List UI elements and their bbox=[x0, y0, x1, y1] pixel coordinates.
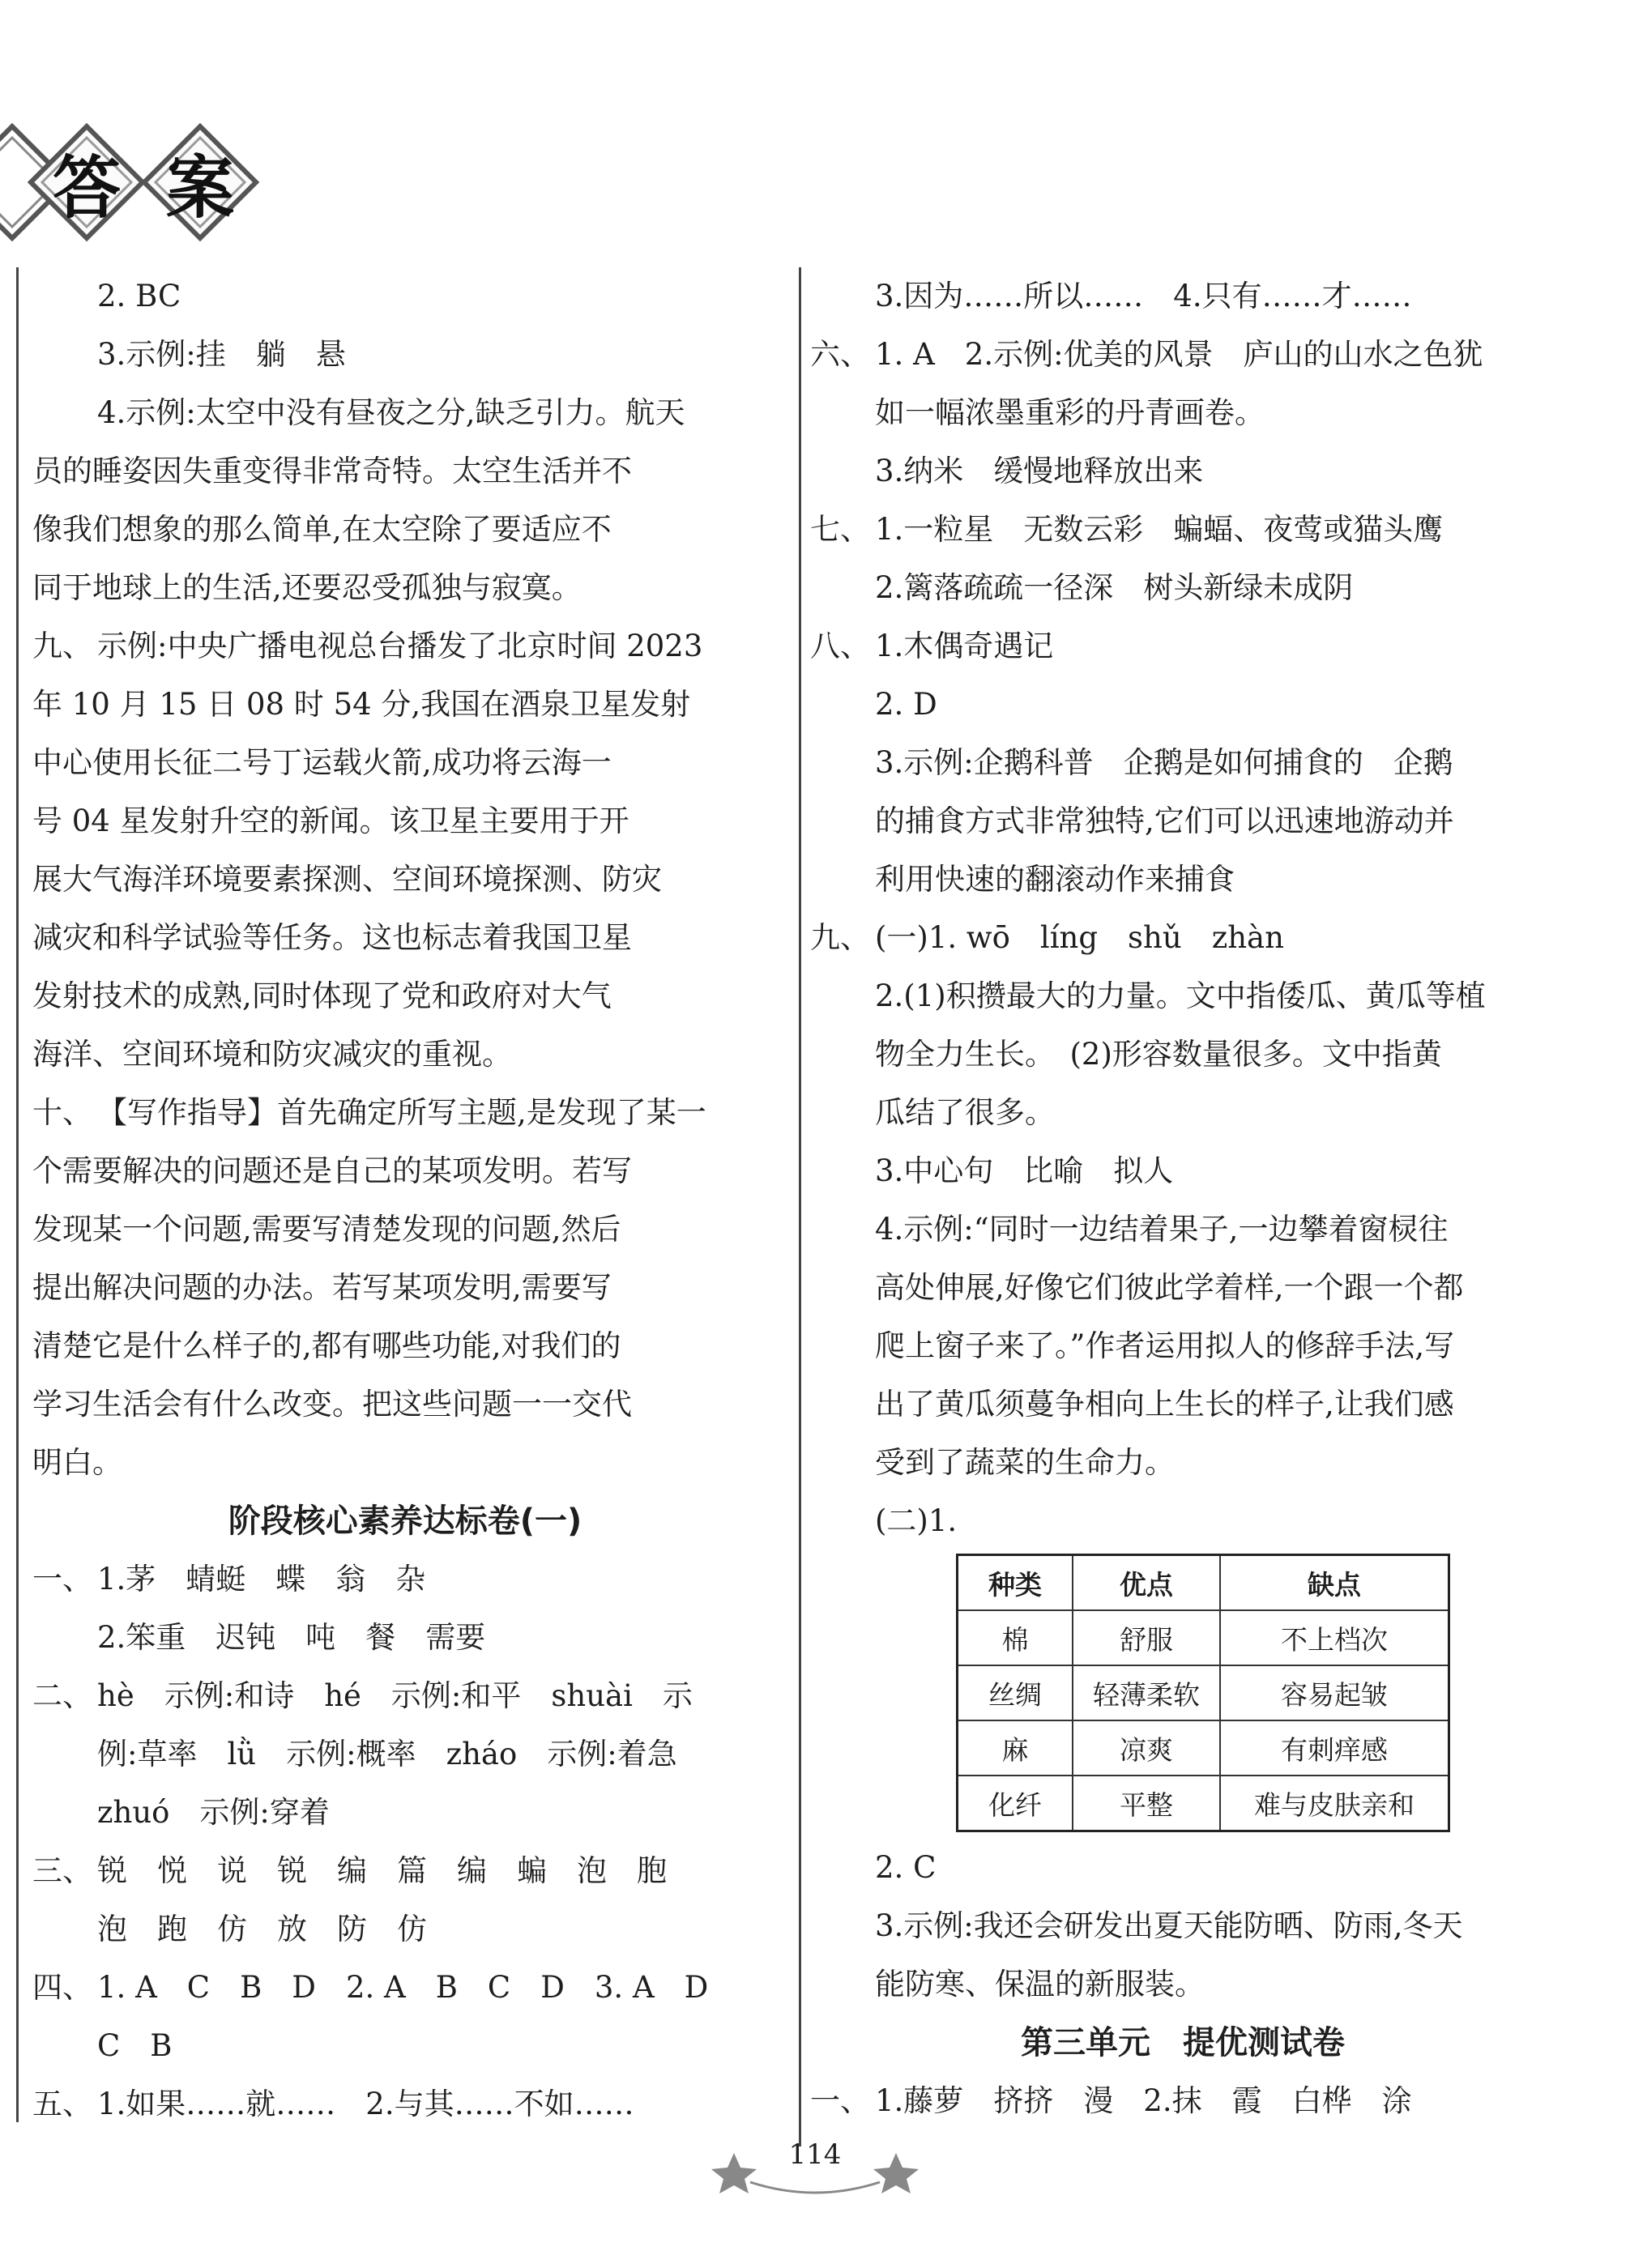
header-badge-1 bbox=[26, 122, 147, 243]
table-row bbox=[958, 1776, 1449, 1831]
table-cell: 丝绸 bbox=[958, 1665, 1073, 1720]
answer-line: 2.篱落疏疏一径深 树头新绿未成阴 bbox=[875, 570, 1354, 605]
answer-line: 像我们想象的那么简单,在太空除了要适应不 bbox=[32, 512, 612, 547]
answer-item bbox=[32, 2075, 778, 2134]
answer-text: 1.藤萝 挤挤 漫 2.抹 霞 白桦 涂 bbox=[875, 2083, 1412, 2118]
question-number: 三、 bbox=[32, 1853, 92, 1888]
answer-line: 个需要解决的问题还是自己的某项发明。若写 bbox=[32, 1153, 632, 1188]
answer-line: 学习生活会有什么改变。把这些问题一一交代 bbox=[32, 1387, 632, 1422]
answer-line: 3.纳米 缓慢地释放出来 bbox=[875, 454, 1204, 488]
answer-text: hè 示例:和诗 hé 示例:和平 shuài 示 bbox=[97, 1678, 693, 1713]
table-header-cell: 缺点 bbox=[1220, 1555, 1449, 1611]
answer-line: 2.(1)积攒最大的力量。文中指倭瓜、黄瓜等植 bbox=[875, 978, 1486, 1013]
answer-line: 2.笨重 迟钝 吨 餐 需要 bbox=[97, 1620, 486, 1655]
answer-text: 1.如果……就…… 2.与其……不如…… bbox=[97, 2087, 634, 2121]
answer-item bbox=[32, 1084, 778, 1142]
answer-text: (一)1. wō líng shǔ zhàn bbox=[875, 920, 1284, 955]
answer-line: 泡 跑 仿 放 防 仿 bbox=[97, 1912, 427, 1946]
answer-line: 3.示例:企鹅科普 企鹅是如何捕食的 企鹅 bbox=[875, 745, 1453, 780]
question-number: 六、 bbox=[810, 337, 870, 372]
answer-item bbox=[32, 617, 778, 676]
answer-line: 减灾和科学试验等任务。这也标志着我国卫星 bbox=[32, 920, 632, 955]
answer-line: 出了黄瓜须蔓争相向上生长的样子,让我们感 bbox=[875, 1387, 1454, 1422]
table-row bbox=[958, 1610, 1449, 1665]
table-cell: 凉爽 bbox=[1073, 1720, 1220, 1776]
question-number: 八、 bbox=[810, 629, 870, 663]
answer-line: zhuó 示例:穿着 bbox=[97, 1795, 330, 1830]
answer-text: 1. A C B D 2. A B C D 3. A D bbox=[97, 1970, 709, 2005]
answer-line: 发现某一个问题,需要写清楚发现的问题,然后 bbox=[32, 1212, 621, 1247]
table-cell: 舒服 bbox=[1073, 1610, 1220, 1665]
question-number: 九、 bbox=[810, 920, 870, 955]
answer-item bbox=[810, 501, 1555, 559]
answer-text: 1.茅 蜻蜓 蝶 翁 杂 bbox=[97, 1562, 426, 1597]
answer-line: 同于地球上的生活,还要忍受孤独与寂寞。 bbox=[32, 570, 582, 605]
table-cell: 化纤 bbox=[958, 1776, 1073, 1831]
table-cell: 棉 bbox=[958, 1610, 1073, 1665]
answer-line: C B bbox=[97, 2028, 173, 2063]
answer-line: 中心使用长征二号丁运载火箭,成功将云海一 bbox=[32, 745, 612, 780]
answer-text: 【写作指导】首先确定所写主题,是发现了某一 bbox=[97, 1095, 706, 1130]
table-header-row bbox=[958, 1555, 1449, 1611]
page-number: 114 bbox=[788, 2138, 842, 2171]
answer-item bbox=[32, 1959, 778, 2017]
answer-line: 发射技术的成熟,同时体现了党和政府对大气 bbox=[32, 978, 612, 1013]
answer-line: 高处伸展,好像它们彼此学着样,一个跟一个都 bbox=[875, 1270, 1464, 1305]
right-column-continued bbox=[810, 1839, 1555, 2130]
answer-text: 1.木偶奇遇记 bbox=[875, 629, 1054, 663]
answer-line: 4.示例:太空中没有昼夜之分,缺乏引力。航天 bbox=[97, 395, 685, 430]
table-row bbox=[958, 1720, 1449, 1776]
question-number: 一、 bbox=[32, 1562, 92, 1597]
question-number: 七、 bbox=[810, 512, 870, 547]
table-header-cell: 优点 bbox=[1073, 1555, 1220, 1611]
answer-item bbox=[810, 326, 1555, 384]
answer-line: 2. BC bbox=[97, 279, 181, 313]
right-column bbox=[810, 267, 1555, 1550]
answer-line: 2. C bbox=[875, 1850, 937, 1885]
answer-line: 受到了蔬菜的生命力。 bbox=[875, 1445, 1175, 1480]
header-char-1: 答 bbox=[52, 147, 121, 228]
answer-item bbox=[32, 1550, 778, 1609]
answer-line: 例:草率 lǜ 示例:概率 zháo 示例:着急 bbox=[97, 1737, 677, 1771]
question-number: 十、 bbox=[32, 1095, 92, 1130]
answer-item bbox=[810, 617, 1555, 676]
answer-line: 提出解决问题的办法。若写某项发明,需要写 bbox=[32, 1270, 612, 1305]
question-number: 一、 bbox=[810, 2083, 870, 2118]
table-cell: 不上档次 bbox=[1220, 1610, 1449, 1665]
left-column bbox=[32, 267, 778, 2134]
answer-line: 瓜结了很多。 bbox=[875, 1095, 1055, 1130]
table-row bbox=[958, 1665, 1449, 1720]
answer-line: 3.示例:我还会研发出夏天能防晒、防雨,冬天 bbox=[875, 1908, 1463, 1943]
answer-line: 2. D bbox=[875, 687, 937, 722]
column-divider bbox=[799, 267, 801, 2146]
answer-line: 海洋、空间环境和防灾减灾的重视。 bbox=[32, 1037, 512, 1072]
answer-item bbox=[810, 2072, 1555, 2130]
answer-line: 能防寒、保温的新服装。 bbox=[875, 1967, 1205, 2002]
question-number: 四、 bbox=[32, 1970, 92, 2005]
answer-line: 明白。 bbox=[32, 1445, 122, 1480]
question-number: 九、 bbox=[32, 629, 92, 663]
answer-line: 年 10 月 15 日 08 时 54 分,我国在酒泉卫星发射 bbox=[32, 687, 691, 722]
answer-line: 员的睡姿因失重变得非常奇特。太空生活并不 bbox=[32, 454, 632, 488]
answer-item bbox=[32, 1667, 778, 1725]
left-margin-rule bbox=[16, 267, 19, 2122]
answer-line: 爬上窗子来了。”作者运用拟人的修辞手法,写 bbox=[875, 1328, 1455, 1363]
table-header-cell: 种类 bbox=[958, 1555, 1073, 1611]
answer-line: 3.因为……所以…… 4.只有……才…… bbox=[875, 279, 1412, 313]
answer-text: 1. A 2.示例:优美的风景 庐山的山水之色犹 bbox=[875, 337, 1483, 372]
question-number: 五、 bbox=[32, 2087, 92, 2121]
table-cell: 容易起皱 bbox=[1220, 1665, 1449, 1720]
answer-text: 示例:中央广播电视总台播发了北京时间 2023 bbox=[97, 629, 703, 663]
table-cell: 平整 bbox=[1073, 1776, 1220, 1831]
answer-line: 利用快速的翻滚动作来捕食 bbox=[875, 862, 1235, 897]
table-cell: 轻薄柔软 bbox=[1073, 1665, 1220, 1720]
header-char-2: 案 bbox=[165, 147, 234, 228]
table-cell: 麻 bbox=[958, 1720, 1073, 1776]
answer-line: 展大气海洋环境要素探测、空间环境探测、防灾 bbox=[32, 862, 662, 897]
answer-line: 号 04 星发射升空的新闻。该卫星主要用于开 bbox=[32, 804, 629, 838]
header-badge-2 bbox=[139, 122, 261, 243]
answer-line: 4.示例:“同时一边结着果子,一边攀着窗棂往 bbox=[875, 1212, 1449, 1247]
answer-line: (二)1. bbox=[875, 1503, 958, 1538]
table-cell: 有刺痒感 bbox=[1220, 1720, 1449, 1776]
answer-line: 的捕食方式非常独特,它们可以迅速地游动并 bbox=[875, 804, 1454, 838]
answer-text: 1.一粒星 无数云彩 蝙蝠、夜莺或猫头鹰 bbox=[875, 512, 1444, 547]
answer-line: 3.示例:挂 躺 悬 bbox=[97, 337, 346, 372]
question-number: 二、 bbox=[32, 1678, 92, 1713]
answer-line: 清楚它是什么样子的,都有哪些功能,对我们的 bbox=[32, 1328, 621, 1363]
answer-item bbox=[810, 909, 1555, 967]
answer-line: 如一幅浓墨重彩的丹青画卷。 bbox=[875, 395, 1265, 430]
answer-line: 3.中心句 比喻 拟人 bbox=[875, 1153, 1174, 1188]
answer-line: 物全力生长。 (2)形容数量很多。文中指黄 bbox=[875, 1037, 1442, 1072]
table-cell: 难与皮肤亲和 bbox=[1220, 1776, 1449, 1831]
answer-item bbox=[32, 1842, 778, 1900]
section-title: 第三单元 提优测试卷 bbox=[1021, 2024, 1345, 2061]
fabric-comparison-table bbox=[956, 1554, 1450, 1832]
section-title: 阶段核心素养达标卷(一) bbox=[228, 1503, 582, 1540]
answer-text: 锐 悦 说 锐 编 篇 编 蝙 泡 胞 bbox=[97, 1853, 667, 1888]
